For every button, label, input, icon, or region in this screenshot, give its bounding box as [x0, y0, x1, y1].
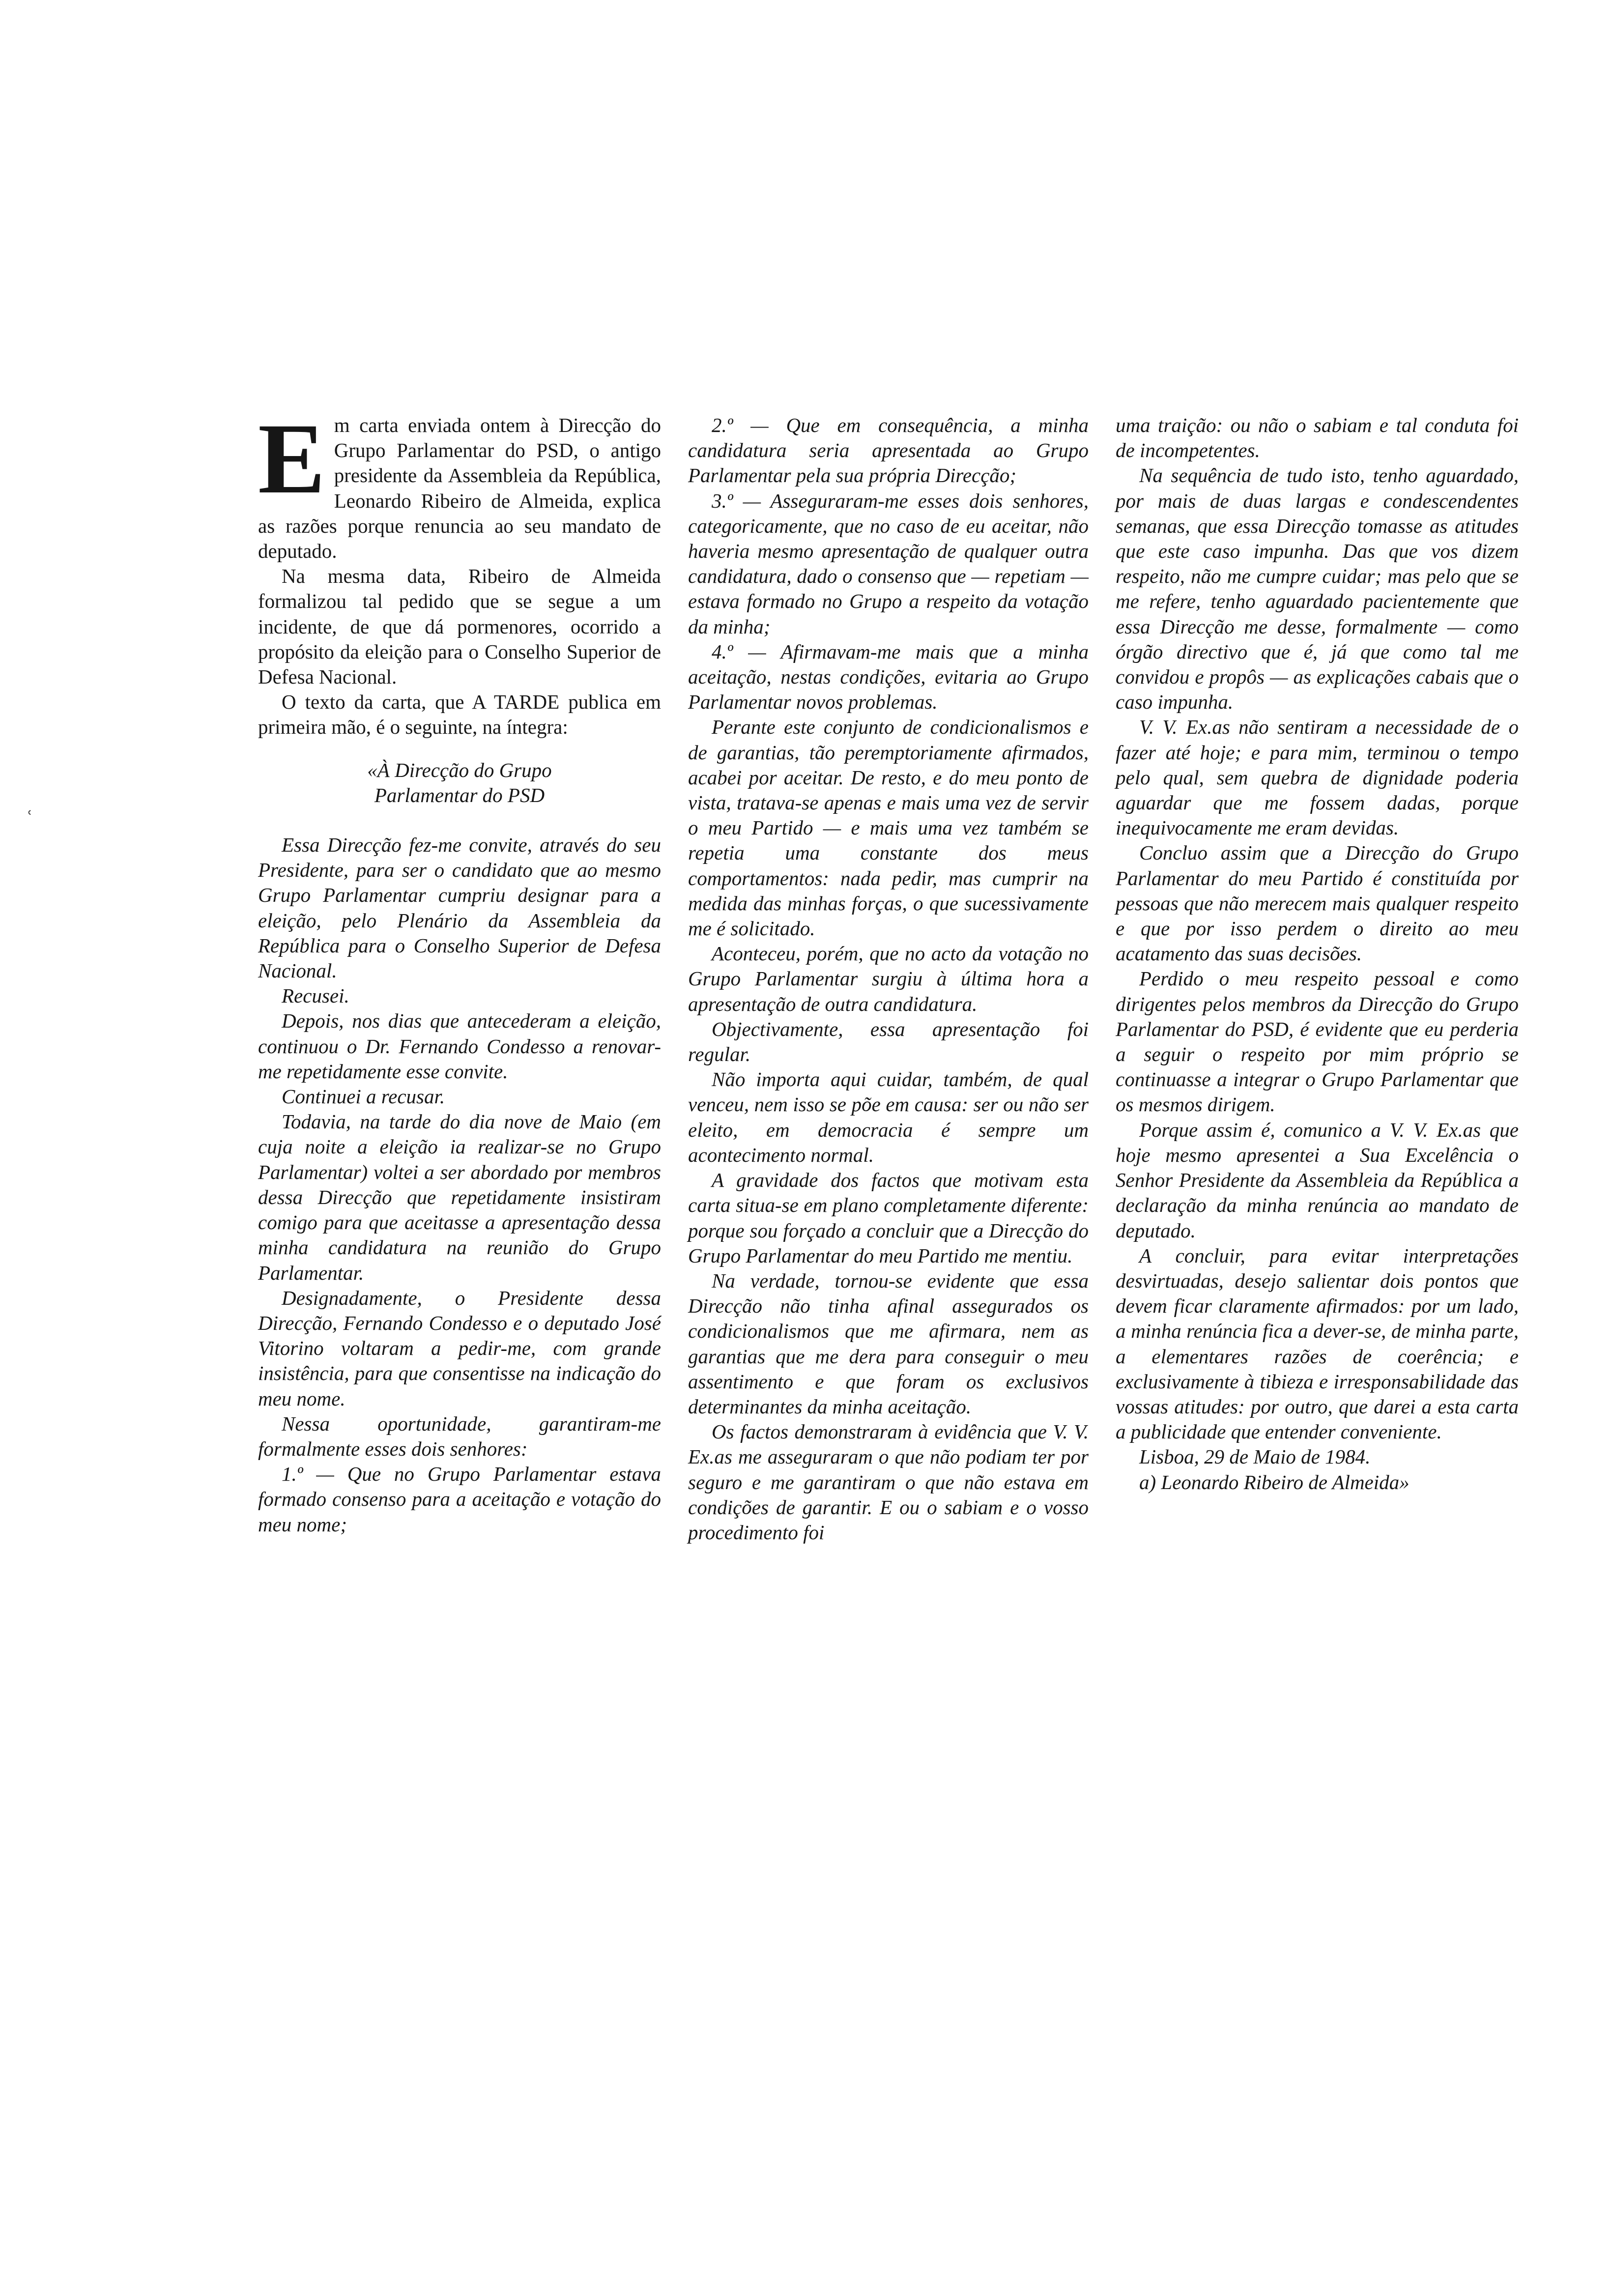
letter-paragraph: Perdido o meu respeito pessoal e como dirigentes pelos membros da Direcção do Grupo Parlamentar do PSD, é evidente que eu perderia a seguir o respeito por mim próprio se continuasse a integrar o Grupo Parlamentar que os mesmos dirigem.: [1116, 967, 1519, 1116]
letter-paragraph: A gravidade dos factos que motivam esta carta situa-se em plano completamente diferente: porque sou forçado a concluir que a Direcção do Grupo Parlamentar do meu Partido me mentiu.: [688, 1169, 1089, 1267]
letter-paragraph: 4.º — Afirmavam-me mais que a minha aceitação, nestas condições, evitaria ao Grupo Parlamentar novos problemas.: [688, 640, 1089, 714]
column-1: [258, 403, 661, 1537]
lead-paragraph-3: O texto da carta, que A TARDE publica em primeira mão, é o seguinte, na íntegra:: [258, 690, 661, 739]
letter-heading: [258, 758, 661, 808]
letter-heading-line: «À Direcção do Grupo: [367, 758, 552, 781]
drop-cap: E: [258, 403, 325, 515]
letter-paragraph: Essa Direcção fez-me convite, através do seu Presidente, para ser o candidato que ao mesmo Grupo Parlamentar cumpriu designar para a eleição, pelo Plenário da Assembleia da República para o Conselho Superior de Defesa Nacional.: [258, 833, 661, 982]
letter-paragraph: Porque assim é, comunico a V. V. Ex.as que hoje mesmo apresentei a Sua Excelência o Senhor Presidente da Assembleia da República a declaração da minha renúncia ao mandato de deputado.: [1116, 1118, 1519, 1242]
letter-paragraph: Perante este conjunto de condicionalismos e de garantias, tão peremptoriamente afirmados, acabei por aceitar. De resto, e do meu ponto de vista, tratava-se apenas e mais uma vez de servir o meu Partido — e mais uma vez também se repetia uma constante dos meus comportamentos: nada pedir, mas cumprir na medida das minhas forças, o que sucessivamente me é solicitado.: [688, 716, 1089, 940]
letter-paragraph: 1.º — Que no Grupo Parlamentar estava formado consenso para a aceitação e votação do meu nome;: [258, 1463, 661, 1536]
letter-paragraph: Continuei a recusar.: [282, 1085, 445, 1108]
letter-paragraph: Recusei.: [282, 984, 349, 1007]
letter-paragraph: Concluo assim que a Direcção do Grupo Parlamentar do meu Partido é constituída por pessoas que não merecem mais qualquer respeito e que por isso perdem o direito ao meu acatamento das suas decisões.: [1116, 841, 1519, 965]
letter-paragraph: 3.º — Asseguraram-me esses dois senhores, categoricamente, que no caso de eu aceitar, não haveria mesmo apresentação de qualquer outra candidatura, dado o consenso que — repetiam — estava formado no Grupo a respeito da votação da minha;: [688, 489, 1089, 638]
letter-paragraph: Lisboa, 29 de Maio de 1984.: [1139, 1445, 1371, 1468]
letter-paragraph: uma traição: ou não o sabiam e tal conduta foi de incompetentes.: [1116, 414, 1519, 462]
letter-paragraph: V. V. Ex.as não sentiram a necessidade de o fazer até hoje; e para mim, terminou o tempo pelo qual, sem quebra de dignidade poderia aguardar que me fossem dadas, porque inequivocamente me eram devidas.: [1116, 716, 1519, 839]
letter-paragraph: Na sequência de tudo isto, tenho aguardado, por mais de duas largas e condescendentes semanas, que essa Direcção tomasse as atitudes que este caso impunha. Das que vos dizem respeito, não me cumpre cuidar; mas pelo que se me refere, tenho aguardado pacientemente que essa Direcção me desse, formalmente — como órgão directivo que é, já que como tal me convidou e propôs — as explicações cabais que o caso impunha.: [1116, 464, 1519, 714]
letter-paragraph: 2.º — Que em consequência, a minha candidatura seria apresentada ao Grupo Parlamentar pela sua própria Direcção;: [688, 414, 1089, 487]
column-2: [688, 413, 1089, 1545]
letter-paragraph: Objectivamente, essa apresentação foi regular.: [688, 1017, 1089, 1066]
column-3: [1116, 413, 1519, 1495]
letter-paragraph: Nessa oportunidade, garantiram-me formalmente esses dois senhores:: [258, 1412, 661, 1460]
letter-paragraph: Depois, nos dias que antecederam a eleição, continuou o Dr. Fernando Condesso a renovar-me repetidamente esse convite.: [258, 1009, 661, 1083]
letter-paragraph: A concluir, para evitar interpretações desvirtuadas, desejo salientar dois pontos que devem ficar claramente afirmados: por um lado, a minha renúncia fica a dever-se, de minha parte, a elementares razões de coerência; e exclusivamente à tibieza e irresponsabilidade das vossas atitudes: por outro, que darei a esta carta a publicidade que entender conveniente.: [1116, 1244, 1519, 1443]
margin-mark: ʿ: [26, 806, 33, 832]
letter-paragraph: Não importa aqui cuidar, também, de qual venceu, nem isso se põe em causa: ser ou não ser eleito, em democracia é sempre um acontecimento normal.: [688, 1068, 1089, 1166]
lead-paragraph: m carta enviada ontem à Direcção do Grupo Parlamentar do PSD, o antigo presidente da Assembleia da República, Leonardo Ribeiro de Almeida, explica as razões porque renuncia ao seu mandato de deputado.: [258, 414, 661, 563]
signature: a) Leonardo Ribeiro de Almeida»: [1139, 1470, 1410, 1493]
letter-heading-line: Parlamentar do PSD: [374, 783, 545, 806]
letter-paragraph: Todavia, na tarde do dia nove de Maio (em cuja noite a eleição ia realizar-se no Grupo Parlamentar) voltei a ser abordado por membros dessa Direcção que repetidamente insistiram comigo para que aceitasse a apresentação dessa minha candidatura na reunião do Grupo Parlamentar.: [258, 1110, 661, 1284]
letter-paragraph: Aconteceu, porém, que no acto da votação no Grupo Parlamentar surgiu à última hora a apresentação de outra candidatura.: [688, 942, 1089, 1015]
letter-paragraph: Os factos demonstraram à evidência que V. V. Ex.as me asseguraram o que não podiam ter por seguro e me garantiram o que não estava em condições de garantir. E ou o sabiam e o vosso procedimento foi: [688, 1420, 1089, 1544]
letter-paragraph: Designadamente, o Presidente dessa Direcção, Fernando Condesso e o deputado José Vitorino voltaram a pedir-me, com grande insistência, para que consentisse na indicação do meu nome.: [258, 1286, 661, 1410]
lead-paragraph-2: Na mesma data, Ribeiro de Almeida formalizou tal pedido que se segue a um incidente, de que dá pormenores, ocorrido a propósito da eleição para o Conselho Superior de Defesa Nacional.: [258, 565, 661, 689]
letter-paragraph: Na verdade, tornou-se evidente que essa Direcção não tinha afinal assegurados os condicionalismos que me afirmara, nem as garantias que me dera para conseguir o meu assentimento e que foram os exclusivos determinantes da minha aceitação.: [688, 1269, 1089, 1418]
